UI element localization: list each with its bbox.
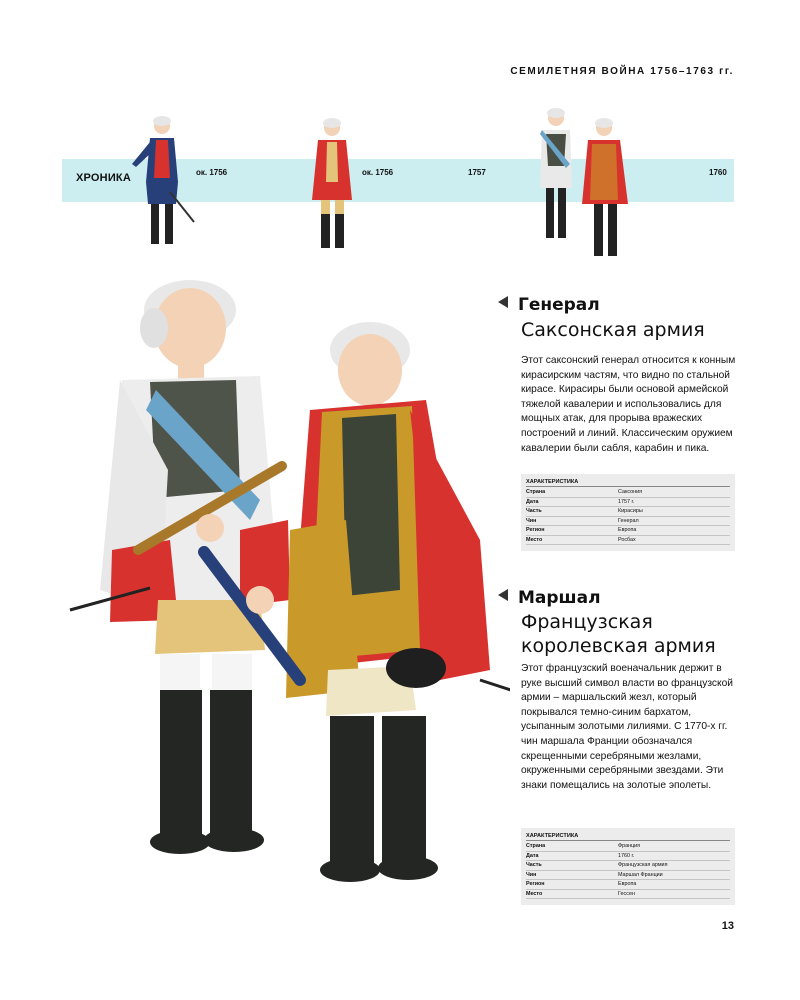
spec-row <box>526 536 730 546</box>
spec-row <box>526 488 730 498</box>
saxon-general-figure <box>70 280 290 854</box>
triangle-pointer-icon <box>498 589 508 601</box>
entry-marshal-title-text: Маршал <box>518 588 601 608</box>
entry-general-title <box>498 295 600 315</box>
triangle-pointer-icon <box>498 296 508 308</box>
thumbnail-figure-3 <box>524 104 654 264</box>
thumbnail-figure-1 <box>120 112 200 252</box>
spec-row <box>526 498 730 508</box>
chronicle-title: ХРОНИКА <box>76 172 131 184</box>
spec-key: Часть <box>526 508 542 514</box>
spec-key: Страна <box>526 489 546 495</box>
spec-key: Регион <box>526 881 545 887</box>
main-illustration <box>60 270 510 910</box>
spec-row <box>526 517 730 527</box>
spec-value: Саксония <box>618 489 643 495</box>
entry-general-title-text: Генерал <box>518 295 600 315</box>
spec-key: Страна <box>526 843 546 849</box>
entry-marshal-subtitle: Французская королевская армия <box>521 611 716 657</box>
spec-heading: ХАРАКТЕРИСТИКА <box>526 833 730 841</box>
spec-key: Место <box>526 536 543 543</box>
entry-general-subtitle: Саксонская армия <box>521 319 705 341</box>
spec-value: Росбах <box>618 536 636 543</box>
spec-value: Маршал Франции <box>618 871 663 878</box>
spec-row <box>526 852 730 862</box>
spec-value: Франция <box>618 843 641 849</box>
spec-heading: ХАРАКТЕРИСТИКА <box>526 479 730 487</box>
entry-marshal-title <box>498 588 601 608</box>
spec-row <box>526 880 730 890</box>
spec-key: Дата <box>526 852 539 859</box>
spec-value: 1760 г. <box>618 852 635 859</box>
spec-row <box>526 842 730 852</box>
spec-row <box>526 861 730 871</box>
spec-value: Европа <box>618 881 637 887</box>
chronicle-date-4: 1760 <box>709 168 727 177</box>
running-title: СЕМИЛЕТНЯЯ ВОЙНА 1756–1763 гг. <box>510 66 734 77</box>
spec-row <box>526 890 730 900</box>
spec-key: Дата <box>526 498 539 505</box>
spec-key: Чин <box>526 517 537 524</box>
chronicle-date-3: 1757 <box>468 168 486 177</box>
spec-table-marshal <box>521 828 735 905</box>
spec-key: Место <box>526 890 543 897</box>
entry-marshal-text: Этот французский военачальник держит в руке высший символ власти во французской армии – маршальский жезл, который покрывался темно-синим бархатом, усыпанным золотыми лилиями. С 1770-х гг. чин маршала Франции обозначался скрещенными серебряными жезлами, окруженными серебряными звездами. Эти знаки помещались на золотые эполеты. <box>521 663 733 791</box>
spec-table-general <box>521 474 735 551</box>
chronicle-date-2: ок. 1756 <box>362 168 394 177</box>
chronicle-date-1: ок. 1756 <box>196 168 228 177</box>
spec-key: Часть <box>526 862 542 868</box>
spec-value: Европа <box>618 527 637 533</box>
spec-row <box>526 526 730 536</box>
spec-value: Гессен <box>618 890 635 897</box>
spec-value: 1757 г. <box>618 498 635 505</box>
spec-value: Генерал <box>618 517 639 524</box>
thumbnail-figure-2 <box>302 112 362 252</box>
spec-key: Чин <box>526 871 537 878</box>
spec-key: Регион <box>526 527 545 533</box>
spec-value: Французская армия <box>618 862 668 868</box>
entry-general-text: Этот саксонский генерал относится к конным кирасирским частям, что видно по стальной кирасе. Кирасиры были основой армейской тяжелой кавалерии и использовались для мощных атак, для прорыва вражеских построений и линий. Классическим оружием кавалерии были сабля, карабин и пика. <box>521 355 736 454</box>
spec-value: Кирасиры <box>618 508 643 514</box>
spec-row <box>526 871 730 881</box>
spec-row <box>526 507 730 517</box>
page-number: 13 <box>721 920 734 932</box>
